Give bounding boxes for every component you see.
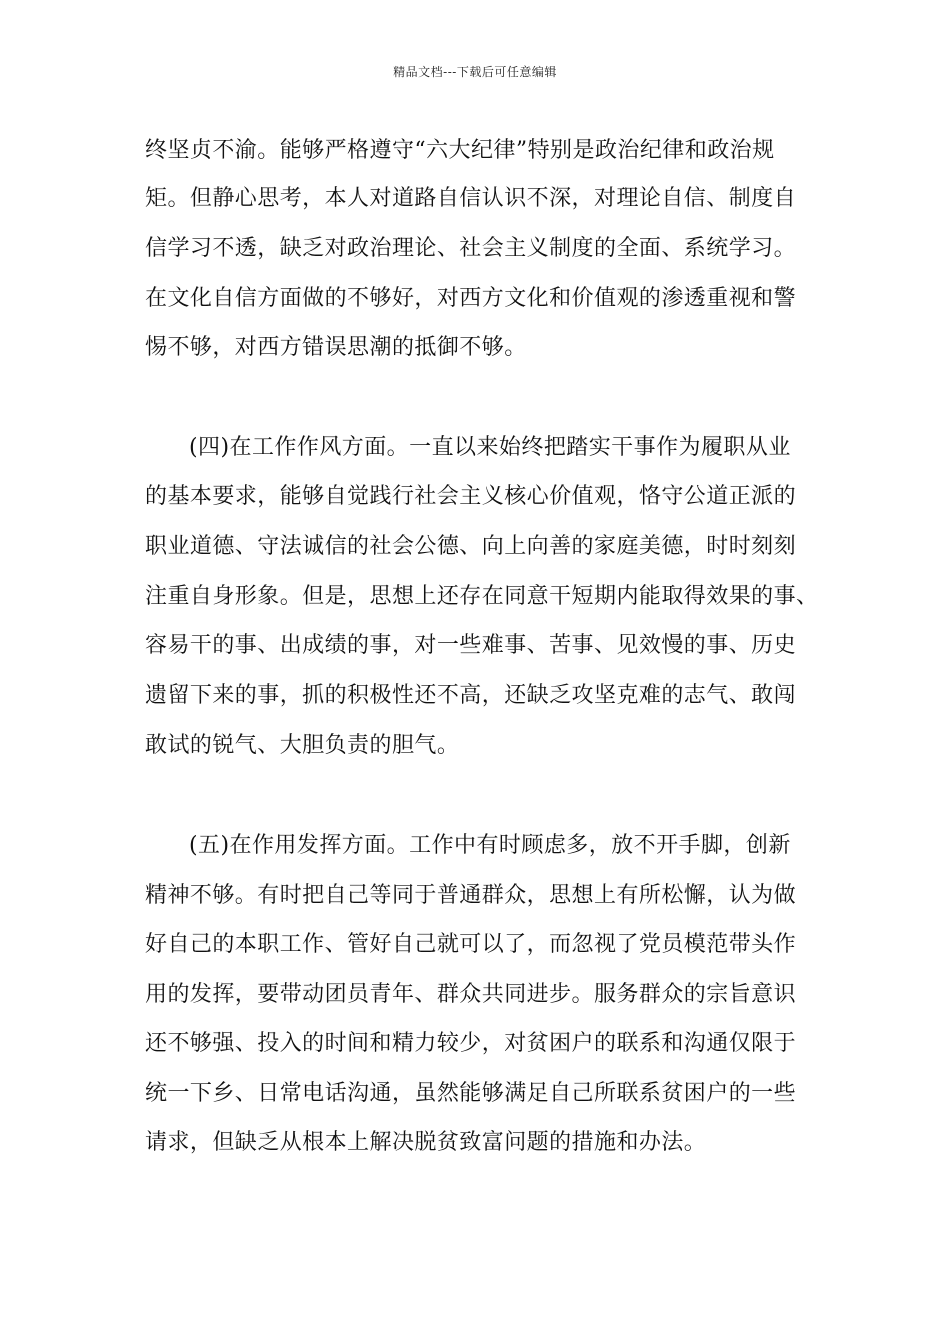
- text-line: 的基本要求，能够自觉践行社会主义核心价值观，恪守公道正派的: [145, 484, 797, 509]
- text-line: 容易干的事、出成绩的事，对一些难事、苦事、见效慢的事、历史: [145, 633, 797, 658]
- text-line: 好自己的本职工作、管好自己就可以了，而忽视了党员模范带头作: [145, 932, 797, 957]
- text-line: 职业道德、守法诚信的社会公德、向上向善的家庭美德，时时刻刻: [145, 534, 797, 559]
- text-line: 统一下乡、日常电话沟通，虽然能够满足自己所联系贫困户的一些: [145, 1081, 797, 1106]
- text-line: (四)在工作作风方面。一直以来始终把踏实干事作为履职从业: [189, 435, 791, 460]
- text-line: 遗留下来的事，抓的积极性还不高，还缺乏攻坚克难的志气、敢闯: [145, 683, 797, 708]
- text-line: 请求，但缺乏从根本上解决脱贫致富问题的措施和办法。: [145, 1130, 707, 1155]
- text-line: 惕不够，对西方错误思潮的抵御不够。: [145, 335, 527, 360]
- text-line: 注重自身形象。但是，思想上还存在同意干短期内能取得效果的事、: [145, 584, 819, 609]
- text-line: 在文化自信方面做的不够好，对西方文化和价值观的渗透重视和警: [145, 286, 797, 311]
- text-line: 用的发挥，要带动团员青年、群众共同进步。服务群众的宗旨意识: [145, 982, 797, 1007]
- text-line: 终坚贞不渝。能够严格遵守“六大纪律”特别是政治纪律和政治规: [145, 138, 775, 163]
- text-line: 精神不够。有时把自己等同于普通群众，思想上有所松懈，认为做: [145, 883, 797, 908]
- text-line: 敢试的锐气、大胆负责的胆气。: [145, 733, 460, 758]
- text-line: 还不够强、投入的时间和精力较少，对贫困户的联系和沟通仅限于: [145, 1031, 797, 1056]
- text-line: 信学习不透，缺乏对政治理论、社会主义制度的全面、系统学习。: [145, 236, 797, 261]
- page-header: 精品文档---下载后可任意编辑: [393, 65, 557, 79]
- text-line: (五)在作用发挥方面。工作中有时顾虑多，放不开手脚，创新: [189, 833, 791, 858]
- text-line: 矩。但静心思考，本人对道路自信认识不深，对理论自信、制度自: [145, 186, 797, 211]
